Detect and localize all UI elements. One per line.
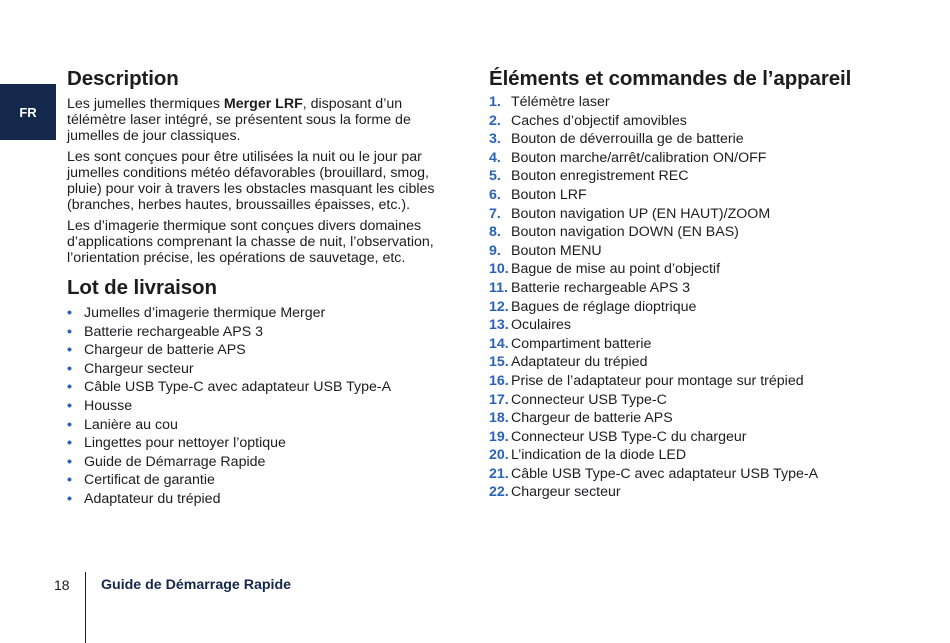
list-item-label: Bouton marche/arrêt/calibration ON/OFF — [511, 149, 767, 166]
list-item-label: Oculaires — [511, 317, 571, 334]
list-item-label: Chargeur secteur — [511, 484, 621, 501]
item-number: 13. — [489, 317, 509, 334]
list-item — [489, 260, 929, 279]
list-item-label: Prise de l’adaptateur pour montage sur trépied — [511, 372, 804, 389]
delivery-list — [67, 304, 462, 509]
item-number: 11. — [489, 279, 508, 296]
item-number: 6. — [489, 186, 501, 203]
list-item — [489, 446, 929, 465]
list-item-label: Câble USB Type-C avec adaptateur USB Type-A — [511, 465, 819, 482]
list-item-label: Télémètre laser — [511, 94, 610, 110]
list-item-label: Chargeur de batterie APS — [511, 410, 673, 427]
list-item — [67, 471, 462, 490]
list-item — [67, 416, 462, 435]
list-item-label: Jumelles d’imagerie thermique Merger — [84, 305, 326, 321]
list-item — [67, 490, 462, 509]
list-item — [489, 279, 929, 298]
list-item — [489, 242, 929, 261]
description-p1-start: Les jumelles thermiques — [67, 96, 224, 112]
item-number: 19. — [489, 428, 509, 445]
list-item — [489, 353, 929, 372]
list-item-label: Bouton LRF — [511, 186, 587, 203]
list-item-label: Bagues de réglage dioptrique — [511, 298, 697, 315]
list-item — [489, 465, 929, 484]
bullet-icon: • — [67, 397, 72, 414]
list-item-label: Batterie rechargeable APS 3 — [84, 323, 264, 340]
list-item — [489, 428, 929, 447]
list-item — [67, 453, 462, 472]
item-number: 20. — [489, 447, 509, 464]
list-item-label: Adaptateur du trépied — [511, 354, 648, 371]
item-number: 1. — [489, 94, 501, 110]
controls-heading: Éléments et commandes de l’appareil — [489, 67, 852, 90]
list-item-label: Câble USB Type-C avec adaptateur USB Type-A — [84, 379, 392, 396]
item-number: 15. — [489, 354, 509, 371]
item-number: 8. — [489, 224, 501, 241]
page-number: 18 — [54, 577, 70, 593]
item-number: 10. — [489, 261, 509, 278]
list-item — [489, 372, 929, 391]
list-item — [489, 205, 929, 224]
list-item-label: Batterie rechargeable APS 3 — [511, 279, 691, 296]
item-number: 3. — [489, 131, 501, 148]
list-item — [489, 223, 929, 242]
bullet-icon: • — [67, 379, 72, 396]
list-item-label: Bouton navigation UP (EN HAUT)/ZOOM — [511, 205, 771, 222]
footer-title: Guide de Démarrage Rapide — [101, 577, 292, 593]
list-item — [489, 335, 929, 354]
list-item-label: Bague de mise au point d’objectif — [511, 261, 721, 278]
list-item-label: Compartiment batterie — [511, 335, 652, 352]
language-tab: FR — [0, 84, 56, 140]
list-item-label: Connecteur USB Type-C — [511, 391, 667, 408]
list-item-label: Bouton MENU — [511, 242, 602, 259]
list-item-label: Lingettes pour nettoyer l’optique — [84, 435, 286, 452]
delivery-heading: Lot de livraison — [67, 276, 217, 299]
list-item — [67, 323, 462, 342]
item-number: 5. — [489, 168, 501, 185]
list-item-label: Caches d’objectif amovibles — [511, 112, 687, 129]
list-item — [67, 378, 462, 397]
list-item — [489, 93, 929, 112]
list-item — [489, 186, 929, 205]
item-number: 22. — [489, 484, 509, 501]
right-column — [489, 66, 929, 502]
list-item-label: Chargeur secteur — [84, 360, 194, 377]
item-number: 9. — [489, 242, 501, 259]
list-item — [489, 149, 929, 168]
list-item — [489, 130, 929, 149]
list-item-label: Guide de Démarrage Rapide — [84, 453, 266, 470]
description-p1-end: , disposant d’un télémètre laser intégré, se présentent sous la forme de jumelles de jour classiques. — [67, 96, 411, 144]
product-name: Merger LRF — [223, 96, 303, 112]
list-item-label: Lanière au cou — [84, 416, 178, 433]
item-number: 12. — [489, 298, 509, 315]
list-item-label: Housse — [84, 397, 133, 414]
description-heading: Description — [67, 67, 179, 90]
item-number: 18. — [489, 410, 509, 427]
left-column — [67, 66, 462, 509]
list-item-label: Bouton enregistrement REC — [511, 168, 689, 185]
list-item — [489, 483, 929, 502]
list-item — [67, 397, 462, 416]
item-number: 2. — [489, 112, 501, 129]
list-item — [489, 112, 929, 131]
item-number: 7. — [489, 205, 501, 222]
item-number: 14. — [489, 335, 509, 352]
bullet-icon: • — [67, 453, 72, 470]
item-number: 21. — [489, 465, 509, 482]
list-item-label: Certificat de garantie — [84, 472, 215, 489]
list-item — [489, 167, 929, 186]
description-paragraph-2: Les sont conçues pour être utilisées la nuit ou le jour par jumelles conditions météo défavorables (brouillard, smog, pluie) pour voir à travers les obstacles masquant les cibles (branches, herbes hautes, broussailles épaisses, etc.). — [67, 149, 435, 213]
bullet-icon: • — [67, 342, 72, 359]
bullet-icon: • — [67, 435, 72, 452]
list-item-label: Bouton de déverrouilla ge de batterie — [511, 131, 744, 148]
bullet-icon: • — [67, 416, 72, 433]
bullet-icon: • — [67, 323, 72, 340]
list-item-label: Connecteur USB Type-C du chargeur — [511, 428, 747, 445]
list-item — [489, 391, 929, 410]
description-paragraph-3: Les d’imagerie thermique sont conçues divers domaines d’applications comprenant la chasse de nuit, l’observation, l’orientation précise, les opérations de sauvetage, etc. — [67, 218, 434, 266]
item-number: 17. — [489, 391, 509, 408]
list-item — [67, 360, 462, 379]
bullet-icon: • — [67, 305, 72, 321]
footer-divider — [85, 572, 86, 643]
list-item — [67, 341, 462, 360]
list-item — [489, 298, 929, 317]
list-item-label: Bouton navigation DOWN (EN BAS) — [511, 224, 739, 241]
list-item-label: Chargeur de batterie APS — [84, 342, 246, 359]
bullet-icon: • — [67, 360, 72, 377]
list-item — [489, 316, 929, 335]
list-item — [489, 409, 929, 428]
list-item — [67, 434, 462, 453]
list-item-label: Adaptateur du trépied — [84, 490, 221, 507]
controls-list — [489, 93, 929, 502]
bullet-icon: • — [67, 490, 72, 507]
list-item-label: L’indication de la diode LED — [511, 447, 687, 464]
description-paragraph-1 — [67, 96, 462, 144]
list-item — [67, 304, 462, 323]
bullet-icon: • — [67, 472, 72, 489]
item-number: 4. — [489, 149, 501, 166]
item-number: 16. — [489, 372, 509, 389]
